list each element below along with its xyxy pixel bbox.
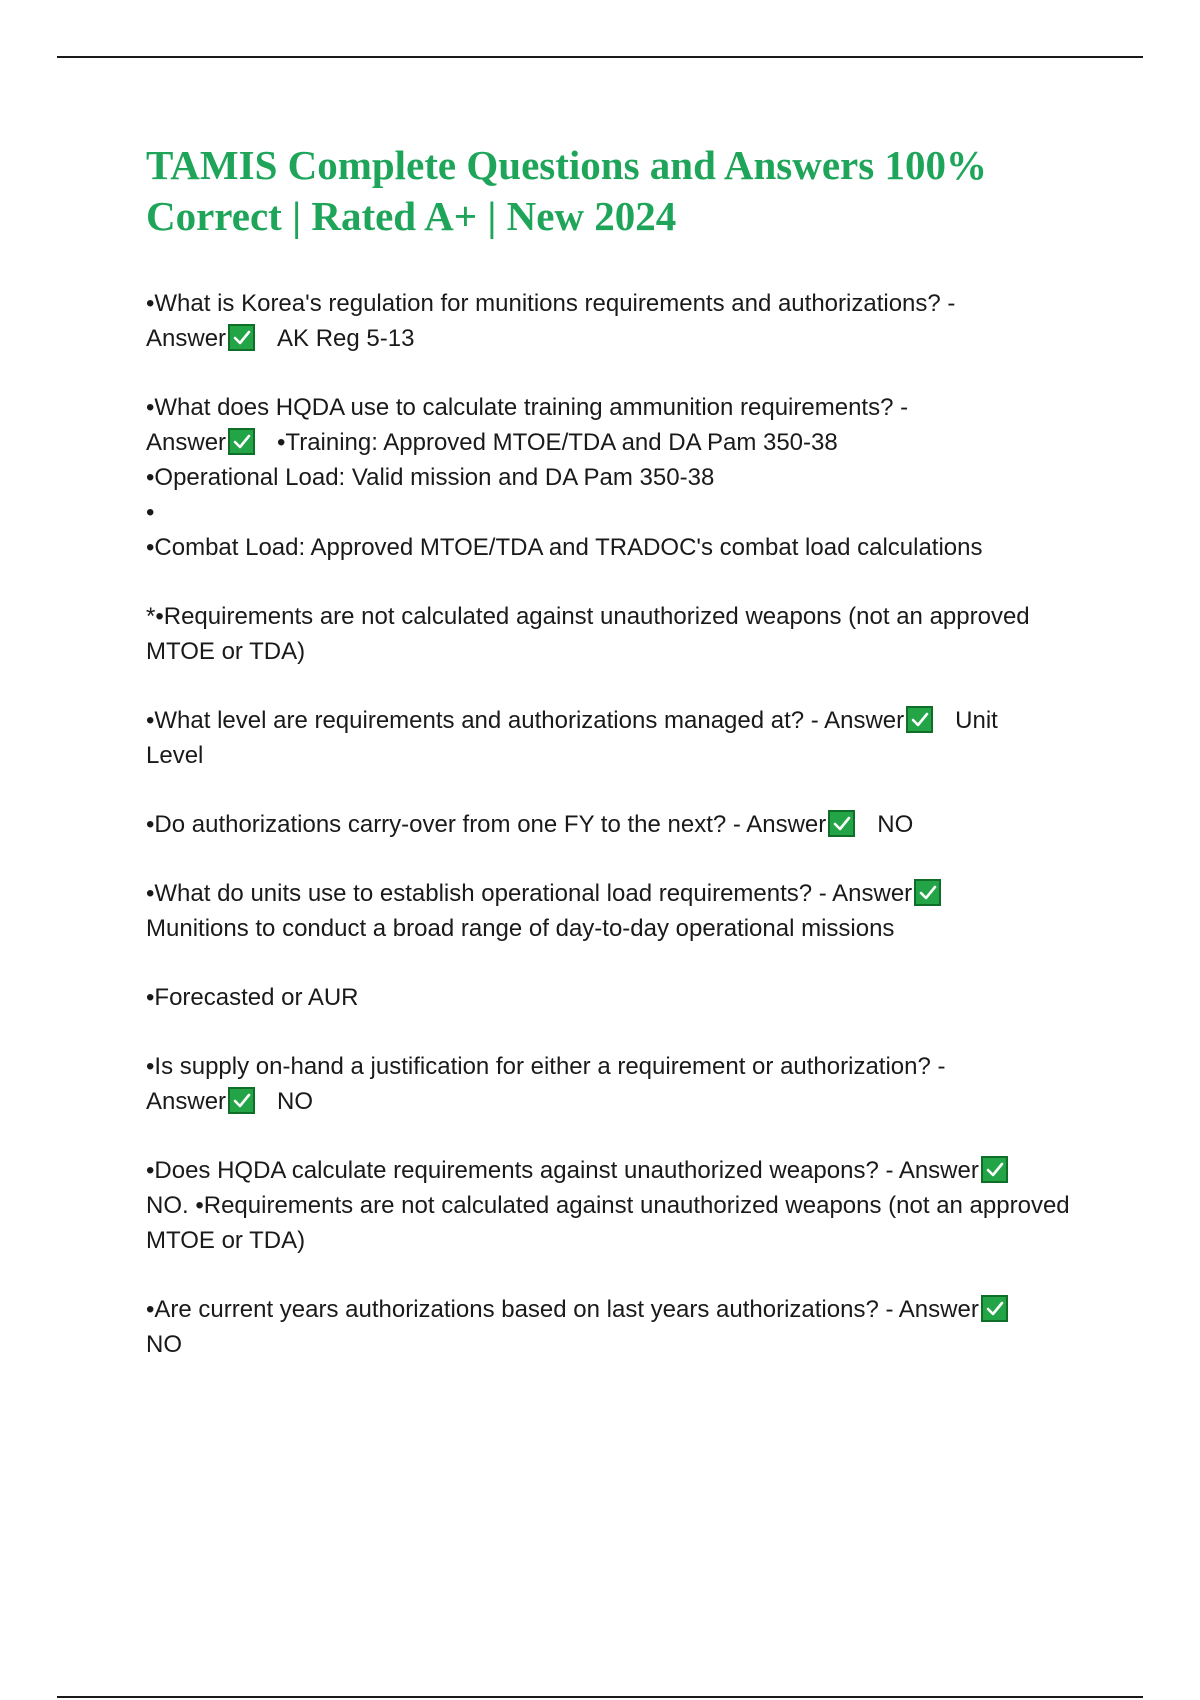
note-text: *•Requirements are not calculated against unauthorized weapons (not an approved MTOE or TDA) [146, 603, 1030, 665]
answer-label: Answer [146, 325, 227, 352]
check-mark-icon [228, 428, 255, 455]
answer-label: Answer [146, 1088, 227, 1115]
qa-item-4 [146, 807, 1086, 842]
qa-item-1 [146, 286, 1086, 356]
question-text: •Do authorizations carry-over from one FY to the next? - Answer [146, 811, 827, 838]
check-mark-icon [228, 324, 255, 351]
check-mark-icon [981, 1156, 1008, 1183]
answer-text-continued: Level [146, 742, 204, 769]
answer-text: Unit [955, 707, 998, 734]
question-text: •What does HQDA use to calculate training ammunition requirements? - [146, 394, 909, 421]
question-text: •What do units use to establish operational load requirements? - Answer [146, 880, 913, 907]
answer-line: • [146, 499, 155, 526]
check-mark-icon [981, 1295, 1008, 1322]
answer-text: Munitions to conduct a broad range of day-to-day operational missions [146, 915, 895, 942]
qa-item-2 [146, 390, 1086, 565]
question-text: •What is Korea's regulation for munitions requirements and authorizations? - [146, 290, 956, 317]
qa-note-1 [146, 599, 1086, 669]
answer-line: •Combat Load: Approved MTOE/TDA and TRADOC's combat load calculations [146, 534, 983, 561]
qa-item-6 [146, 1049, 1086, 1119]
answer-label: Answer [146, 429, 227, 456]
document-body [146, 140, 1086, 1396]
bottom-rule [57, 1696, 1143, 1698]
answer-text: NO [277, 1088, 314, 1115]
document-title: TAMIS Complete Questions and Answers 100% Correct | Rated A+ | New 2024 [146, 142, 987, 239]
top-rule [57, 56, 1143, 58]
answer-text: NO [877, 811, 914, 838]
question-text: •What level are requirements and authorizations managed at? - Answer [146, 707, 905, 734]
qa-note-2 [146, 980, 1086, 1015]
answer-text: NO [146, 1331, 182, 1358]
answer-text: •Training: Approved MTOE/TDA and DA Pam 350-38 [277, 429, 838, 456]
check-mark-icon [906, 706, 933, 733]
qa-item-7 [146, 1153, 1086, 1258]
qa-item-5 [146, 876, 1086, 946]
qa-item-3 [146, 703, 1086, 773]
qa-item-8 [146, 1292, 1086, 1362]
question-text: •Is supply on-hand a justification for either a requirement or authorization? - [146, 1053, 946, 1080]
answer-text: NO. •Requirements are not calculated against unauthorized weapons (not an approved MTOE or TDA) [146, 1192, 1070, 1254]
check-mark-icon [828, 810, 855, 837]
check-mark-icon [914, 879, 941, 906]
question-text: •Are current years authorizations based on last years authorizations? - Answer [146, 1296, 979, 1323]
note-text: •Forecasted or AUR [146, 984, 359, 1011]
answer-line: •Operational Load: Valid mission and DA Pam 350-38 [146, 464, 715, 491]
question-text: •Does HQDA calculate requirements against unauthorized weapons? - Answer [146, 1157, 979, 1184]
answer-text: AK Reg 5-13 [277, 325, 415, 352]
check-mark-icon [228, 1087, 255, 1114]
